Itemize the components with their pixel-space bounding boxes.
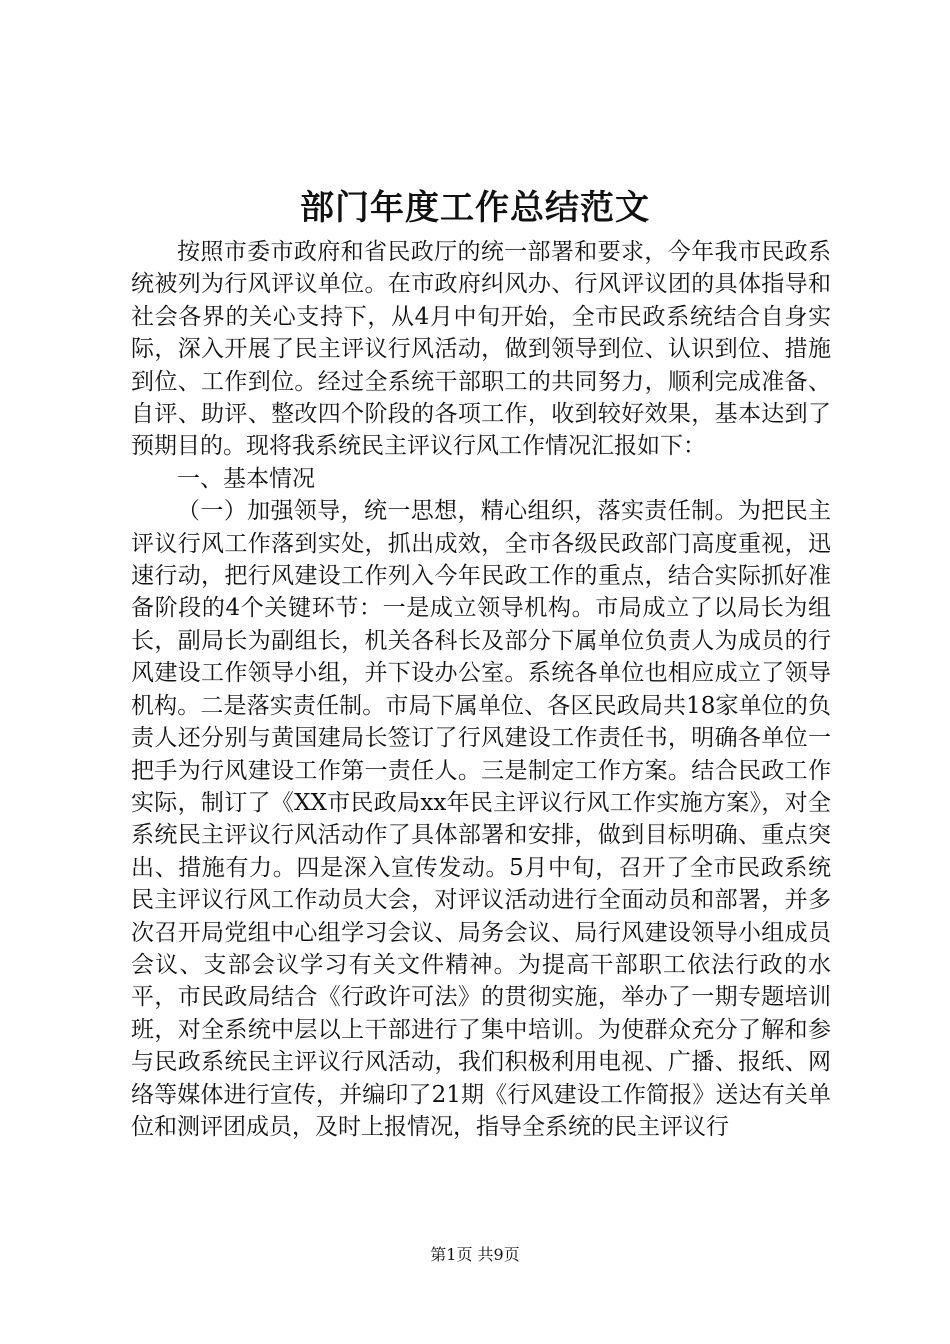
document-title: 部门年度工作总结范文 [300, 188, 650, 228]
document-body [131, 236, 831, 1143]
page-number-footer: 第1页 共9页 [430, 1245, 520, 1264]
paragraph-leadership: （一）加强领导，统一思想，精心组织，落实责任制。为把民主评议行风工作落到实处，抓出成效，全市各级民政部门高度重视，迅速行动，把行风建设工作列入今年民政工作的重点，结合实际抓好准备阶段的4个关键环节：一是成立领导机构。市局成立了以局长为组长，副局长为副组长，机关各科长及部分下属单位负责人为成员的行风建设工作领导小组，并下设办公室。系统各单位也相应成立了领导机构。二是落实责任制。市局下属单位、各区民政局共18家单位的负责人还分别与黄国建局长签订了行风建设工作责任书，明确各单位一把手为行风建设工作第一责任人。三是制定工作方案。结合民政工作实际，制订了《XX市民政局xx年民主评议行风工作实施方案》，对全系统民主评议行风活动作了具体部署和安排，做到目标明确、重点突出、措施有力。四是深入宣传发动。5月中旬，召开了全市民政系统民主评议行风工作动员大会，对评议活动进行全面动员和部署，并多次召开局党组中心组学习会议、局务会议、局行风建设领导小组成员会议、支部会议学习有关文件精神。为提高干部职工依法行政的水平，市民政局结合《行政许可法》的贯彻实施，举办了一期专题培训班，对全系统中层以上干部进行了集中培训。为使群众充分了解和参与民政系统民主评议行风活动，我们积极利用电视、广播、报纸、网络等媒体进行宣传，并编印了21期《行风建设工作简报》送达有关单位和测评团成员，及时上报情况，指导全系统的民主评议行 [131, 498, 831, 1140]
paragraph-intro: 按照市委市政府和省民政厅的统一部署和要求，今年我市民政系统被列为行风评议单位。在市政府纠风办、行风评议团的具体指导和社会各界的关心支持下，从4月中旬开始，全市民政系统结合自身实际，深入开展了民主评议行风活动，做到领导到位、认识到位、措施到位、工作到位。经过全系统干部职工的共同努力，顺利完成准备、自评、助评、整改四个阶段的各项工作，收到较好效果，基本达到了预期目的。现将我系统民主评议行风工作情况汇报如下： [131, 239, 831, 460]
section-heading-basic: 一、基本情况 [177, 465, 315, 492]
